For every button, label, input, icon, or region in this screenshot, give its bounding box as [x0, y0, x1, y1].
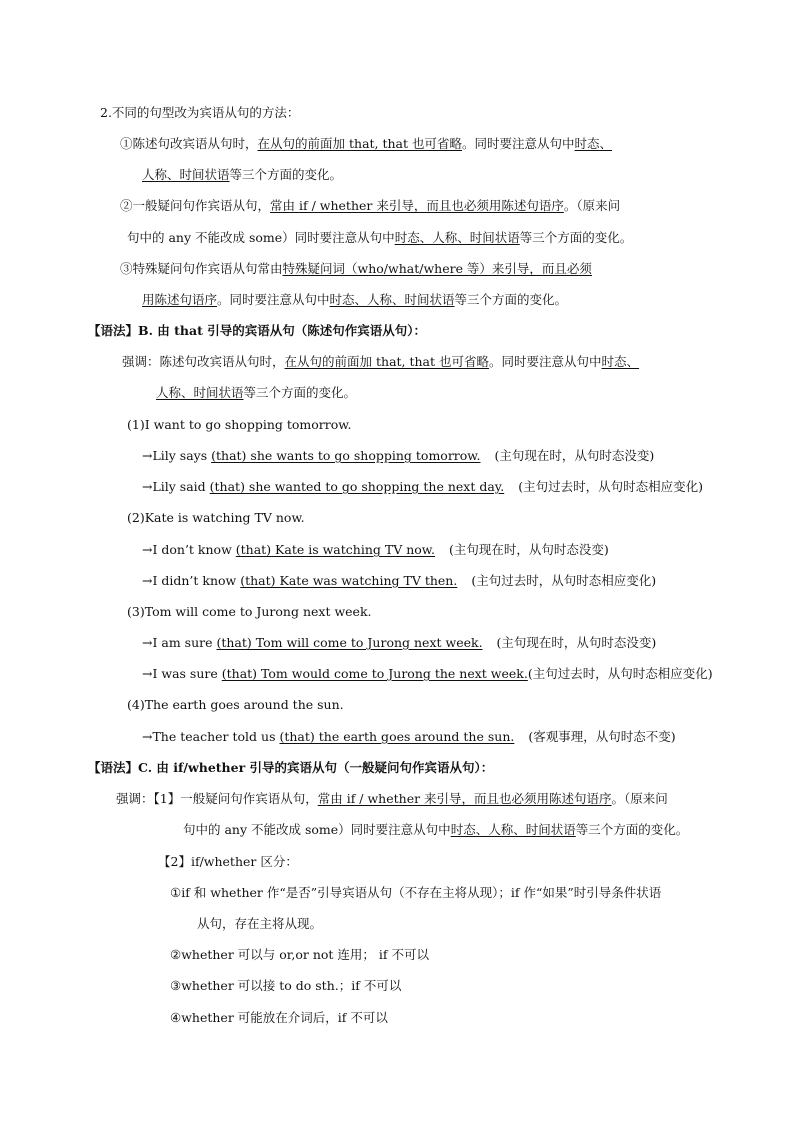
method-2: ②一般疑问句作宾语从句，常由 if / whether 来引导，而且也必须用陈述句语序。（原来问: [120, 198, 621, 213]
example-3-present: →I am sure (that) Tom will come to Jurong next week. (主句现在时，从句时态没变): [142, 635, 657, 650]
method-2-cont: 句中的 any 不能改成 some）同时要注意从句中时态、人称、时间状语等三个方面的变化。: [127, 230, 633, 245]
example-4-converted: →The teacher told us (that) the earth goes around the sun. (客观事理，从句时态不变): [142, 729, 676, 744]
if-whether-point-3: ③whether 可以接 to do sth.；if 不可以: [170, 978, 402, 993]
method-1: ①陈述句改宾语从句时，在从句的前面加 that, that 也可省略。同时要注意从句中时态、: [120, 136, 613, 151]
emphasis-b: 强调：陈述句改宾语从句时，在从句的前面加 that, that 也可省略。同时要注意从句中时态、: [122, 354, 640, 369]
example-3-original: (3)Tom will come to Jurong next week.: [127, 604, 372, 619]
if-whether-point-1: ①if 和 whether 作“是否”引导宾语从句（不存在主将从现）；if 作“如果”时引导条件状语: [170, 885, 662, 900]
emphasis-c-2: 【2】if/whether 区分：: [158, 854, 298, 869]
emphasis-b-cont: 人称、时间状语等三个方面的变化。: [156, 385, 357, 400]
if-whether-point-1-cont: 从句，存在主将从现。: [197, 916, 323, 931]
method-3-cont: 用陈述句语序。同时要注意从句中时态、人称、时间状语等三个方面的变化。: [142, 292, 568, 307]
grammar-heading-b: 【语法】B. 由 that 引导的宾语从句（陈述句作宾语从句）：: [88, 323, 426, 338]
emphasis-c-1-cont: 句中的 any 不能改成 some）同时要注意从句中时态、人称、时间状语等三个方面的变化。: [183, 822, 689, 837]
example-2-past: →I didn’t know (that) Kate was watching TV then. (主句过去时，从句时态相应变化): [142, 573, 657, 588]
emphasis-c-1: 强调：【1】一般疑问句作宾语从句，常由 if / whether 来引导，而且也必须用陈述句语序。（原来问: [116, 791, 668, 806]
example-1-present: →Lily says (that) she wants to go shopping tomorrow. (主句现在时，从句时态没变): [142, 448, 655, 463]
section-heading-methods: 2.不同的句型改为宾语从句的方法：: [100, 105, 300, 120]
example-1-past: →Lily said (that) she wanted to go shopping the next day. (主句过去时，从句时态相应变化): [142, 479, 703, 494]
example-3-past: →I was sure (that) Tom would come to Jurong the next week.(主句过去时，从句时态相应变化): [142, 666, 713, 681]
grammar-heading-c: 【语法】C. 由 if/whether 引导的宾语从句（一般疑问句作宾语从句）：: [88, 760, 494, 775]
if-whether-point-4: ④whether 可能放在介词后，if 不可以: [170, 1010, 388, 1025]
example-4-original: (4)The earth goes around the sun.: [127, 697, 344, 712]
example-1-original: (1)I want to go shopping tomorrow.: [127, 417, 352, 432]
method-1-cont: 人称、时间状语等三个方面的变化。: [142, 167, 343, 182]
example-2-original: (2)Kate is watching TV now.: [127, 510, 305, 525]
example-2-present: →I don’t know (that) Kate is watching TV now. (主句现在时，从句时态没变): [142, 542, 609, 557]
if-whether-point-2: ②whether 可以与 or,or not 连用； if 不可以: [170, 947, 429, 962]
method-3: ③特殊疑问句作宾语从句常由特殊疑问词（who/what/where 等）来引导，而且必须: [120, 261, 592, 276]
